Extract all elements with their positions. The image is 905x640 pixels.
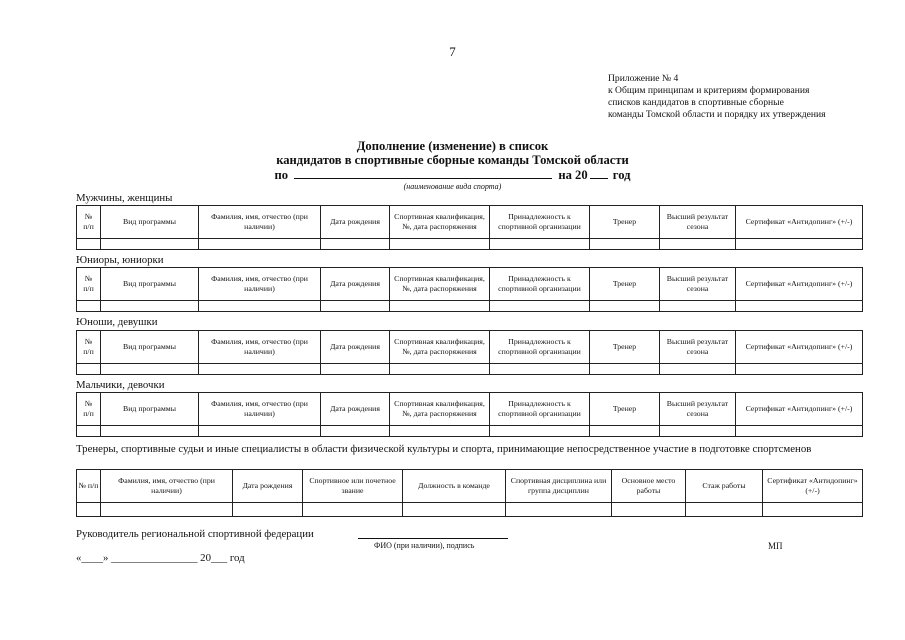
col-qualification: Спортивная квалификация, №, дата распоряжения <box>390 393 490 426</box>
signature-hint: ФИО (при наличии), подпись <box>374 541 475 550</box>
seal-mark: МП <box>768 541 783 551</box>
col-full-name: Фамилия, имя, отчество (при наличии) <box>199 393 321 426</box>
col-antidoping: Сертификат «Антидопинг» (+/-) <box>736 268 863 301</box>
col-number: № п/п <box>77 268 101 301</box>
col-program: Вид программы <box>101 331 199 364</box>
sport-name-field[interactable] <box>294 167 552 179</box>
col-birth-date: Дата рождения <box>321 268 390 301</box>
athletes-table-men-women <box>76 205 863 250</box>
col-antidoping: Сертификат «Антидопинг» (+/-) <box>736 393 863 426</box>
appendix-note <box>608 73 826 121</box>
col-birth-date: Дата рождения <box>233 470 303 503</box>
col-program: Вид программы <box>101 268 199 301</box>
page-number: 7 <box>449 44 456 59</box>
col-organization: Принадлежность к спортивной организации <box>490 393 590 426</box>
col-best-result: Высший результат сезона <box>660 393 736 426</box>
col-coach: Тренер <box>590 206 660 239</box>
col-number: № п/п <box>77 470 101 503</box>
title-prefix: по <box>274 168 289 182</box>
col-coach: Тренер <box>590 331 660 364</box>
col-experience: Стаж работы <box>686 470 763 503</box>
staff-section-label: Тренеры, спортивные судьи и иные специалисты в области физической культуры и спорта, принимающие непосредственное участие в подготовке спортсменов <box>76 443 812 455</box>
appendix-line: списков кандидатов в спортивные сборные <box>608 97 784 108</box>
col-qualification: Спортивная квалификация, №, дата распоряжения <box>390 331 490 364</box>
col-number: № п/п <box>77 206 101 239</box>
col-antidoping: Сертификат «Антидопинг» (+/-) <box>763 470 863 503</box>
col-organization: Принадлежность к спортивной организации <box>490 331 590 364</box>
section-label: Юноши, девушки <box>76 316 158 328</box>
date-line: «____» ________________ 20___ год <box>76 552 245 564</box>
signature-line[interactable] <box>358 538 508 539</box>
document-title-line1: Дополнение (изменение) в список <box>356 139 549 153</box>
col-qualification: Спортивная квалификация, №, дата распоряжения <box>390 268 490 301</box>
athletes-table-youth <box>76 330 863 375</box>
appendix-line: к Общим принципам и критериям формирования <box>608 85 810 96</box>
table-row <box>77 239 863 250</box>
staff-table <box>76 469 863 517</box>
section-label: Мужчины, женщины <box>76 192 173 204</box>
athletes-table-juniors <box>76 267 863 312</box>
document-title-line3 <box>0 167 905 182</box>
col-workplace: Основное место работы <box>612 470 686 503</box>
col-coach: Тренер <box>590 268 660 301</box>
document-title-line2: кандидатов в спортивные сборные команды Томской области <box>276 153 629 167</box>
col-best-result: Высший результат сезона <box>660 331 736 364</box>
federation-head-label: Руководитель региональной спортивной федерации <box>76 528 314 540</box>
col-full-name: Фамилия, имя, отчество (при наличии) <box>199 206 321 239</box>
col-organization: Принадлежность к спортивной организации <box>490 206 590 239</box>
col-organization: Принадлежность к спортивной организации <box>490 268 590 301</box>
col-antidoping: Сертификат «Антидопинг» (+/-) <box>736 331 863 364</box>
table-row <box>77 364 863 375</box>
table-row <box>77 301 863 312</box>
title-suffix: год <box>612 168 631 182</box>
col-title: Спортивное или почетное звание <box>303 470 403 503</box>
section-label: Юниоры, юниорки <box>76 254 164 266</box>
col-full-name: Фамилия, имя, отчество (при наличии) <box>199 331 321 364</box>
appendix-line: Приложение № 4 <box>608 73 679 84</box>
col-full-name: Фамилия, имя, отчество (при наличии) <box>199 268 321 301</box>
year-field[interactable] <box>590 167 608 179</box>
section-label: Мальчики, девочки <box>76 379 165 391</box>
col-number: № п/п <box>77 331 101 364</box>
table-row <box>77 426 863 437</box>
table-row <box>77 503 863 517</box>
col-program: Вид программы <box>101 206 199 239</box>
appendix-line: команды Томской области и порядку их утверждения <box>608 109 826 120</box>
title-middle: на 20 <box>558 168 588 182</box>
col-birth-date: Дата рождения <box>321 206 390 239</box>
col-qualification: Спортивная квалификация, №, дата распоряжения <box>390 206 490 239</box>
col-coach: Тренер <box>590 393 660 426</box>
col-birth-date: Дата рождения <box>321 331 390 364</box>
col-program: Вид программы <box>101 393 199 426</box>
sport-name-hint: (наименование вида спорта) <box>403 182 502 191</box>
col-discipline: Спортивная дисциплина или группа дисциплин <box>506 470 612 503</box>
col-full-name: Фамилия, имя, отчество (при наличии) <box>101 470 233 503</box>
col-antidoping: Сертификат «Антидопинг» (+/-) <box>736 206 863 239</box>
col-position: Должность в команде <box>403 470 506 503</box>
athletes-table-children <box>76 392 863 437</box>
col-number: № п/п <box>77 393 101 426</box>
col-best-result: Высший результат сезона <box>660 268 736 301</box>
col-birth-date: Дата рождения <box>321 393 390 426</box>
col-best-result: Высший результат сезона <box>660 206 736 239</box>
